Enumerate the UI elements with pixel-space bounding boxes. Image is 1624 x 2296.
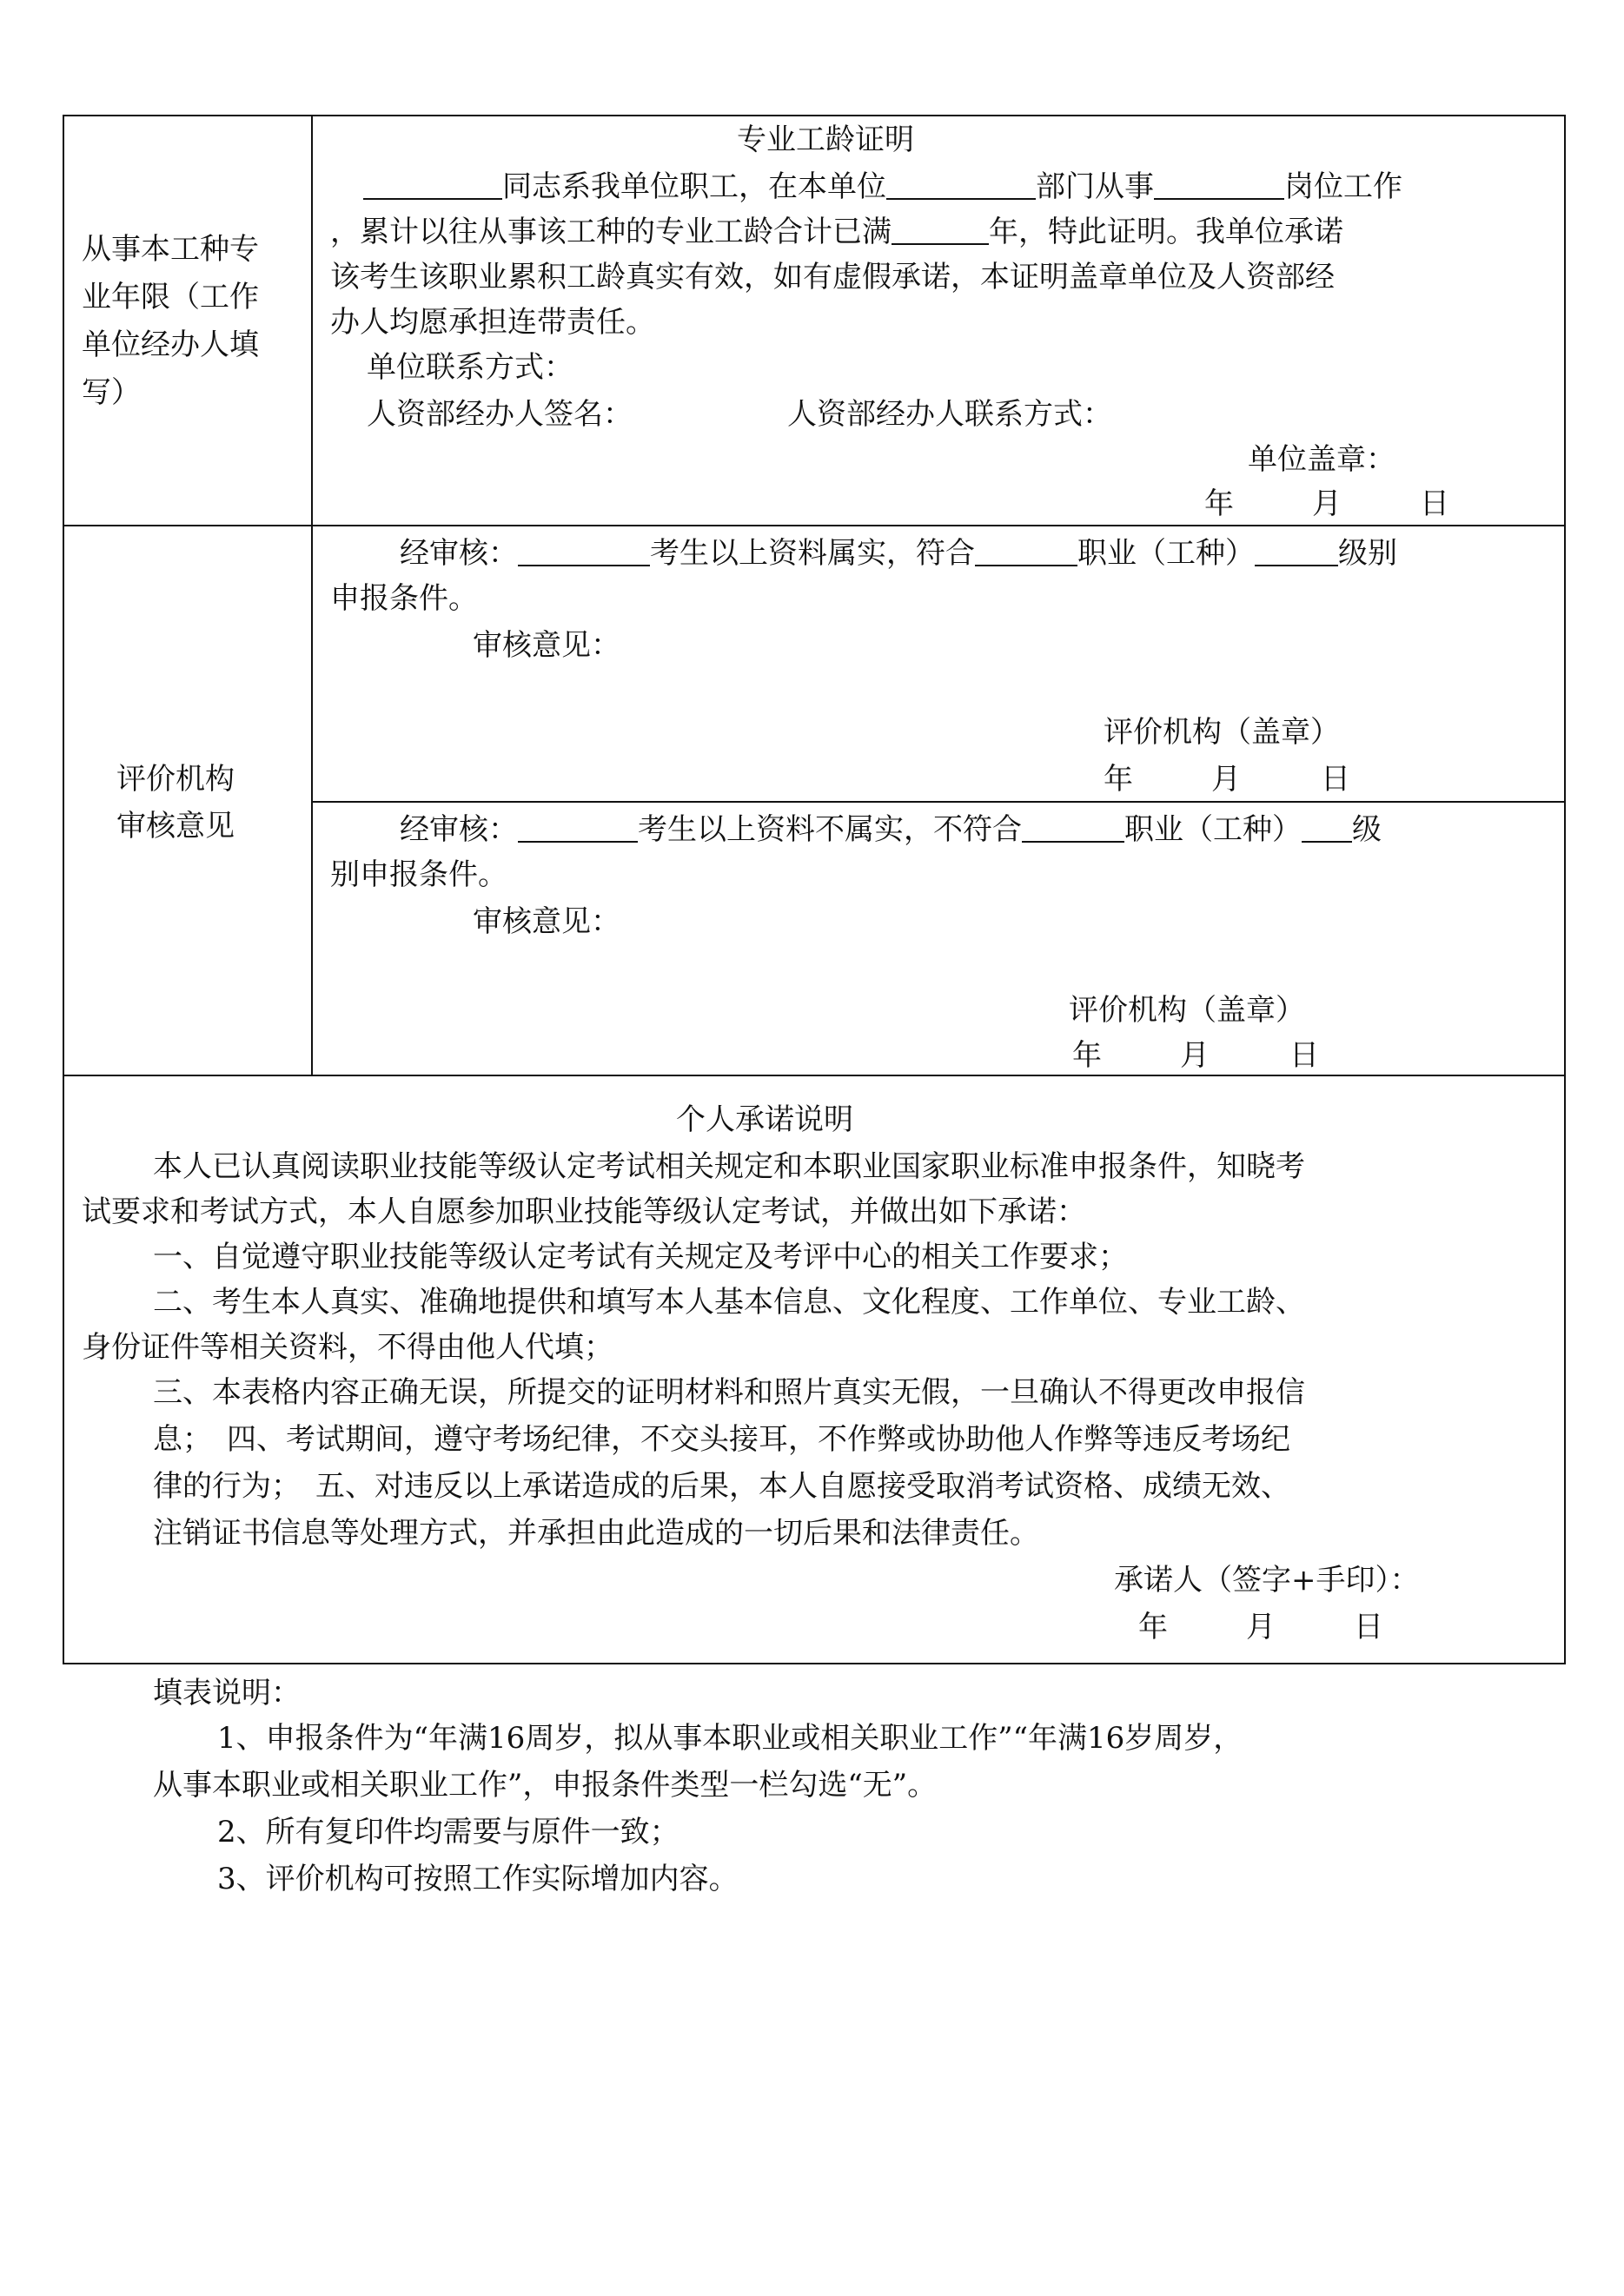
reject-level-blank[interactable] [1302,815,1352,843]
column-divider [311,115,313,1075]
date-day: 日 [1289,1038,1319,1073]
pledge-line: 注销证书信息等处理方式，并承担由此造成的一切后果和法律责任。 [153,1516,1039,1551]
pledge-line: 身份证件等相关资料，不得由他人代填； [82,1330,613,1365]
pledge-line: 本人已认真阅读职业技能等级认定考试相关规定和本职业国家职业标准申报条件，知晓考 [153,1149,1305,1184]
text-segment: 部门从事 [1036,169,1154,204]
pledge-line: 一、自觉遵守职业技能等级认定考试有关规定及考评中心的相关工作要求； [153,1240,1128,1274]
row-divider-2 [311,801,1566,803]
text-segment: 考生以上资料不属实，不符合 [638,812,1022,847]
reject-line2: 别申报条件。 [330,857,507,892]
certificate-title: 专业工龄证明 [737,122,914,157]
label-line: 从事本工种专 [82,232,259,267]
certificate-body-line3: 该考生该职业累积工龄真实有效，如有虚假承诺，本证明盖章单位及人资部经 [330,260,1335,294]
row-divider-3 [63,1075,1566,1076]
text-segment: 年，特此证明。我单位承诺 [989,215,1343,249]
name-blank[interactable] [363,172,502,200]
text-segment: 级 [1352,812,1382,847]
text-segment: ，累计以往从事该工种的专业工龄合计已满 [330,215,892,249]
notes-title: 填表说明： [153,1676,301,1710]
reject-occupation-blank[interactable] [1022,815,1124,843]
approve-opinion-label: 审核意见： [473,628,620,663]
date-day: 日 [1420,486,1449,521]
years-blank[interactable] [892,217,989,245]
note-line: 3、评价机构可按照工作实际增加内容。 [217,1862,739,1896]
note-line: 1、申报条件为“年满16周岁，拟从事本职业或相关职业工作”“年满16岁周岁， [217,1721,1243,1756]
note-line: 2、所有复印件均需要与原件一致； [217,1815,679,1849]
table-border-top [63,115,1566,116]
reject-seal-label: 评价机构（盖章） [1069,993,1305,1028]
certificate-body-line1 [363,169,1402,204]
row-divider-1 [63,525,1566,526]
table-border-right [1564,115,1566,1664]
text-segment: 同志系我单位职工，在本单位 [502,169,886,204]
date-day: 日 [1354,1610,1383,1644]
label-line: 评价机构 [116,762,235,797]
approve-line2: 申报条件。 [330,581,478,616]
text-segment: 考生以上资料属实，符合 [650,536,975,571]
hr-contact-label: 人资部经办人联系方式： [787,397,1112,432]
date-day: 日 [1321,762,1350,797]
table-border-bottom [63,1663,1566,1664]
label-line: 单位经办人填 [82,328,259,362]
text-segment: 职业（工种） [1124,812,1302,847]
certificate-body-line2 [330,217,1343,247]
approve-line1 [400,536,1397,571]
text-segment: 经审核： [400,812,518,847]
text-segment: 经审核： [400,536,518,571]
date-month: 月 [1180,1038,1210,1073]
note-line: 从事本职业或相关职业工作”，申报条件类型一栏勾选“无”。 [153,1768,938,1803]
reject-opinion-label: 审核意见： [473,904,620,939]
approve-level-blank[interactable] [1255,539,1338,566]
date-month: 月 [1246,1610,1276,1644]
date-month: 月 [1312,486,1342,521]
pledge-line: 律的行为； 五、对违反以上承诺造成的后果，本人自愿接受取消考试资格、成绩无效、 [153,1469,1290,1504]
pledge-line: 息； 四、考试期间，遵守考场纪律，不交头接耳，不作弊或协助他人作弊等违反考场纪 [153,1422,1290,1457]
unit-seal-label: 单位盖章： [1248,442,1395,477]
pledge-title: 个人承诺说明 [676,1102,853,1137]
department-blank[interactable] [886,172,1036,200]
date-year: 年 [1204,486,1234,521]
date-month: 月 [1211,762,1241,797]
position-blank[interactable] [1154,172,1284,200]
table-border-left [63,115,64,1664]
pledge-line: 二、考生本人真实、准确地提供和填写本人基本信息、文化程度、工作单位、专业工龄、 [153,1285,1305,1320]
unit-contact-label: 单位联系方式： [367,350,573,385]
certificate-body-line4: 办人均愿承担连带责任。 [330,305,655,340]
pledge-line: 试要求和考试方式，本人自愿参加职业技能等级认定考试，并做出如下承诺： [82,1194,1086,1229]
label-line: 写） [82,375,141,410]
pledge-line: 三、本表格内容正确无误，所提交的证明材料和照片真实无假，一旦确认不得更改申报信 [153,1375,1305,1410]
text-segment: 级别 [1338,536,1397,571]
text-segment: 岗位工作 [1284,169,1402,204]
date-year: 年 [1072,1038,1102,1073]
date-year: 年 [1104,762,1133,797]
date-year: 年 [1138,1610,1168,1644]
hr-signature-label: 人资部经办人签名： [367,397,633,432]
pledge-signer-label: 承诺人（签字+手印）： [1114,1563,1420,1598]
approve-seal-label: 评价机构（盖章） [1104,715,1340,750]
approve-date-blank[interactable] [518,539,650,566]
reject-date-blank[interactable] [518,815,638,843]
text-segment: 职业（工种） [1077,536,1255,571]
reject-line1 [400,812,1382,847]
label-line: 审核意见 [116,809,235,844]
approve-occupation-blank[interactable] [975,539,1077,566]
label-line: 业年限（工作 [82,280,259,314]
